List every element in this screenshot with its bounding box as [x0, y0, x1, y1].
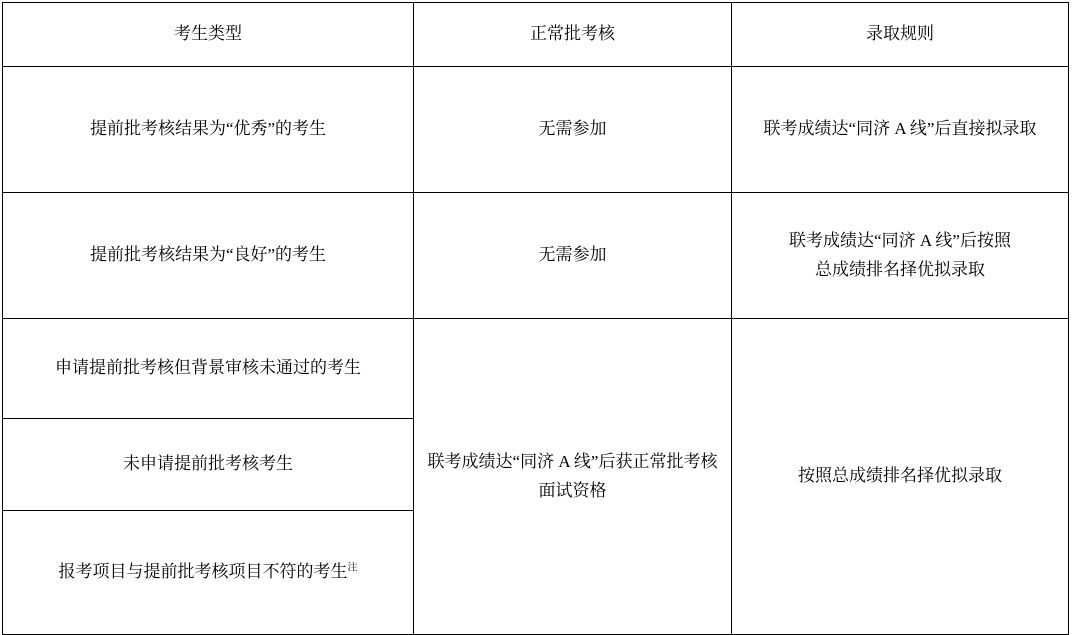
cell-candidate-type-excellent: 提前批考核结果为“优秀”的考生 [3, 67, 414, 193]
cell-rule-merged [732, 319, 1069, 635]
rule-line: 联考成绩达“同济 A 线”后直接拟录取 [763, 119, 1037, 139]
table-row [3, 193, 1069, 319]
cell-normal-assessment-merged [414, 319, 732, 635]
candidate-type-text: 报考项目与提前批考核项目不符的考生 [58, 562, 348, 582]
normal-assessment-line: 联考成绩达“同济 A 线”后获正常批考核 [427, 451, 718, 471]
normal-assessment-line: 面试资格 [538, 480, 607, 500]
cell-rule-direct-admission [732, 67, 1069, 193]
rule-line: 联考成绩达“同济 A 线”后按照 [789, 230, 1011, 250]
table-header-row [3, 3, 1069, 67]
cell-normal-assessment-none-2: 无需参加 [414, 193, 732, 319]
cell-rule-rank-admission [732, 193, 1069, 319]
footnote-marker: 注 [347, 562, 358, 574]
column-header-candidate-type: 考生类型 [3, 3, 414, 67]
column-header-normal-assessment: 正常批考核 [414, 3, 732, 67]
column-header-admission-rule: 录取规则 [732, 3, 1069, 67]
document-page [0, 2, 1080, 635]
cell-candidate-type-background-failed: 申请提前批考核但背景审核未通过的考生 [3, 319, 414, 419]
rule-line: 按照总成绩排名择优拟录取 [798, 466, 1002, 486]
cell-candidate-type-good: 提前批考核结果为“良好”的考生 [3, 193, 414, 319]
cell-candidate-type-program-mismatch [3, 511, 414, 635]
table-row [3, 67, 1069, 193]
admission-rules-table [2, 2, 1069, 635]
rule-line: 总成绩排名择优拟录取 [815, 259, 985, 279]
table-row [3, 319, 1069, 419]
cell-candidate-type-not-applied: 未申请提前批考核考生 [3, 419, 414, 511]
cell-normal-assessment-none-1: 无需参加 [414, 67, 732, 193]
